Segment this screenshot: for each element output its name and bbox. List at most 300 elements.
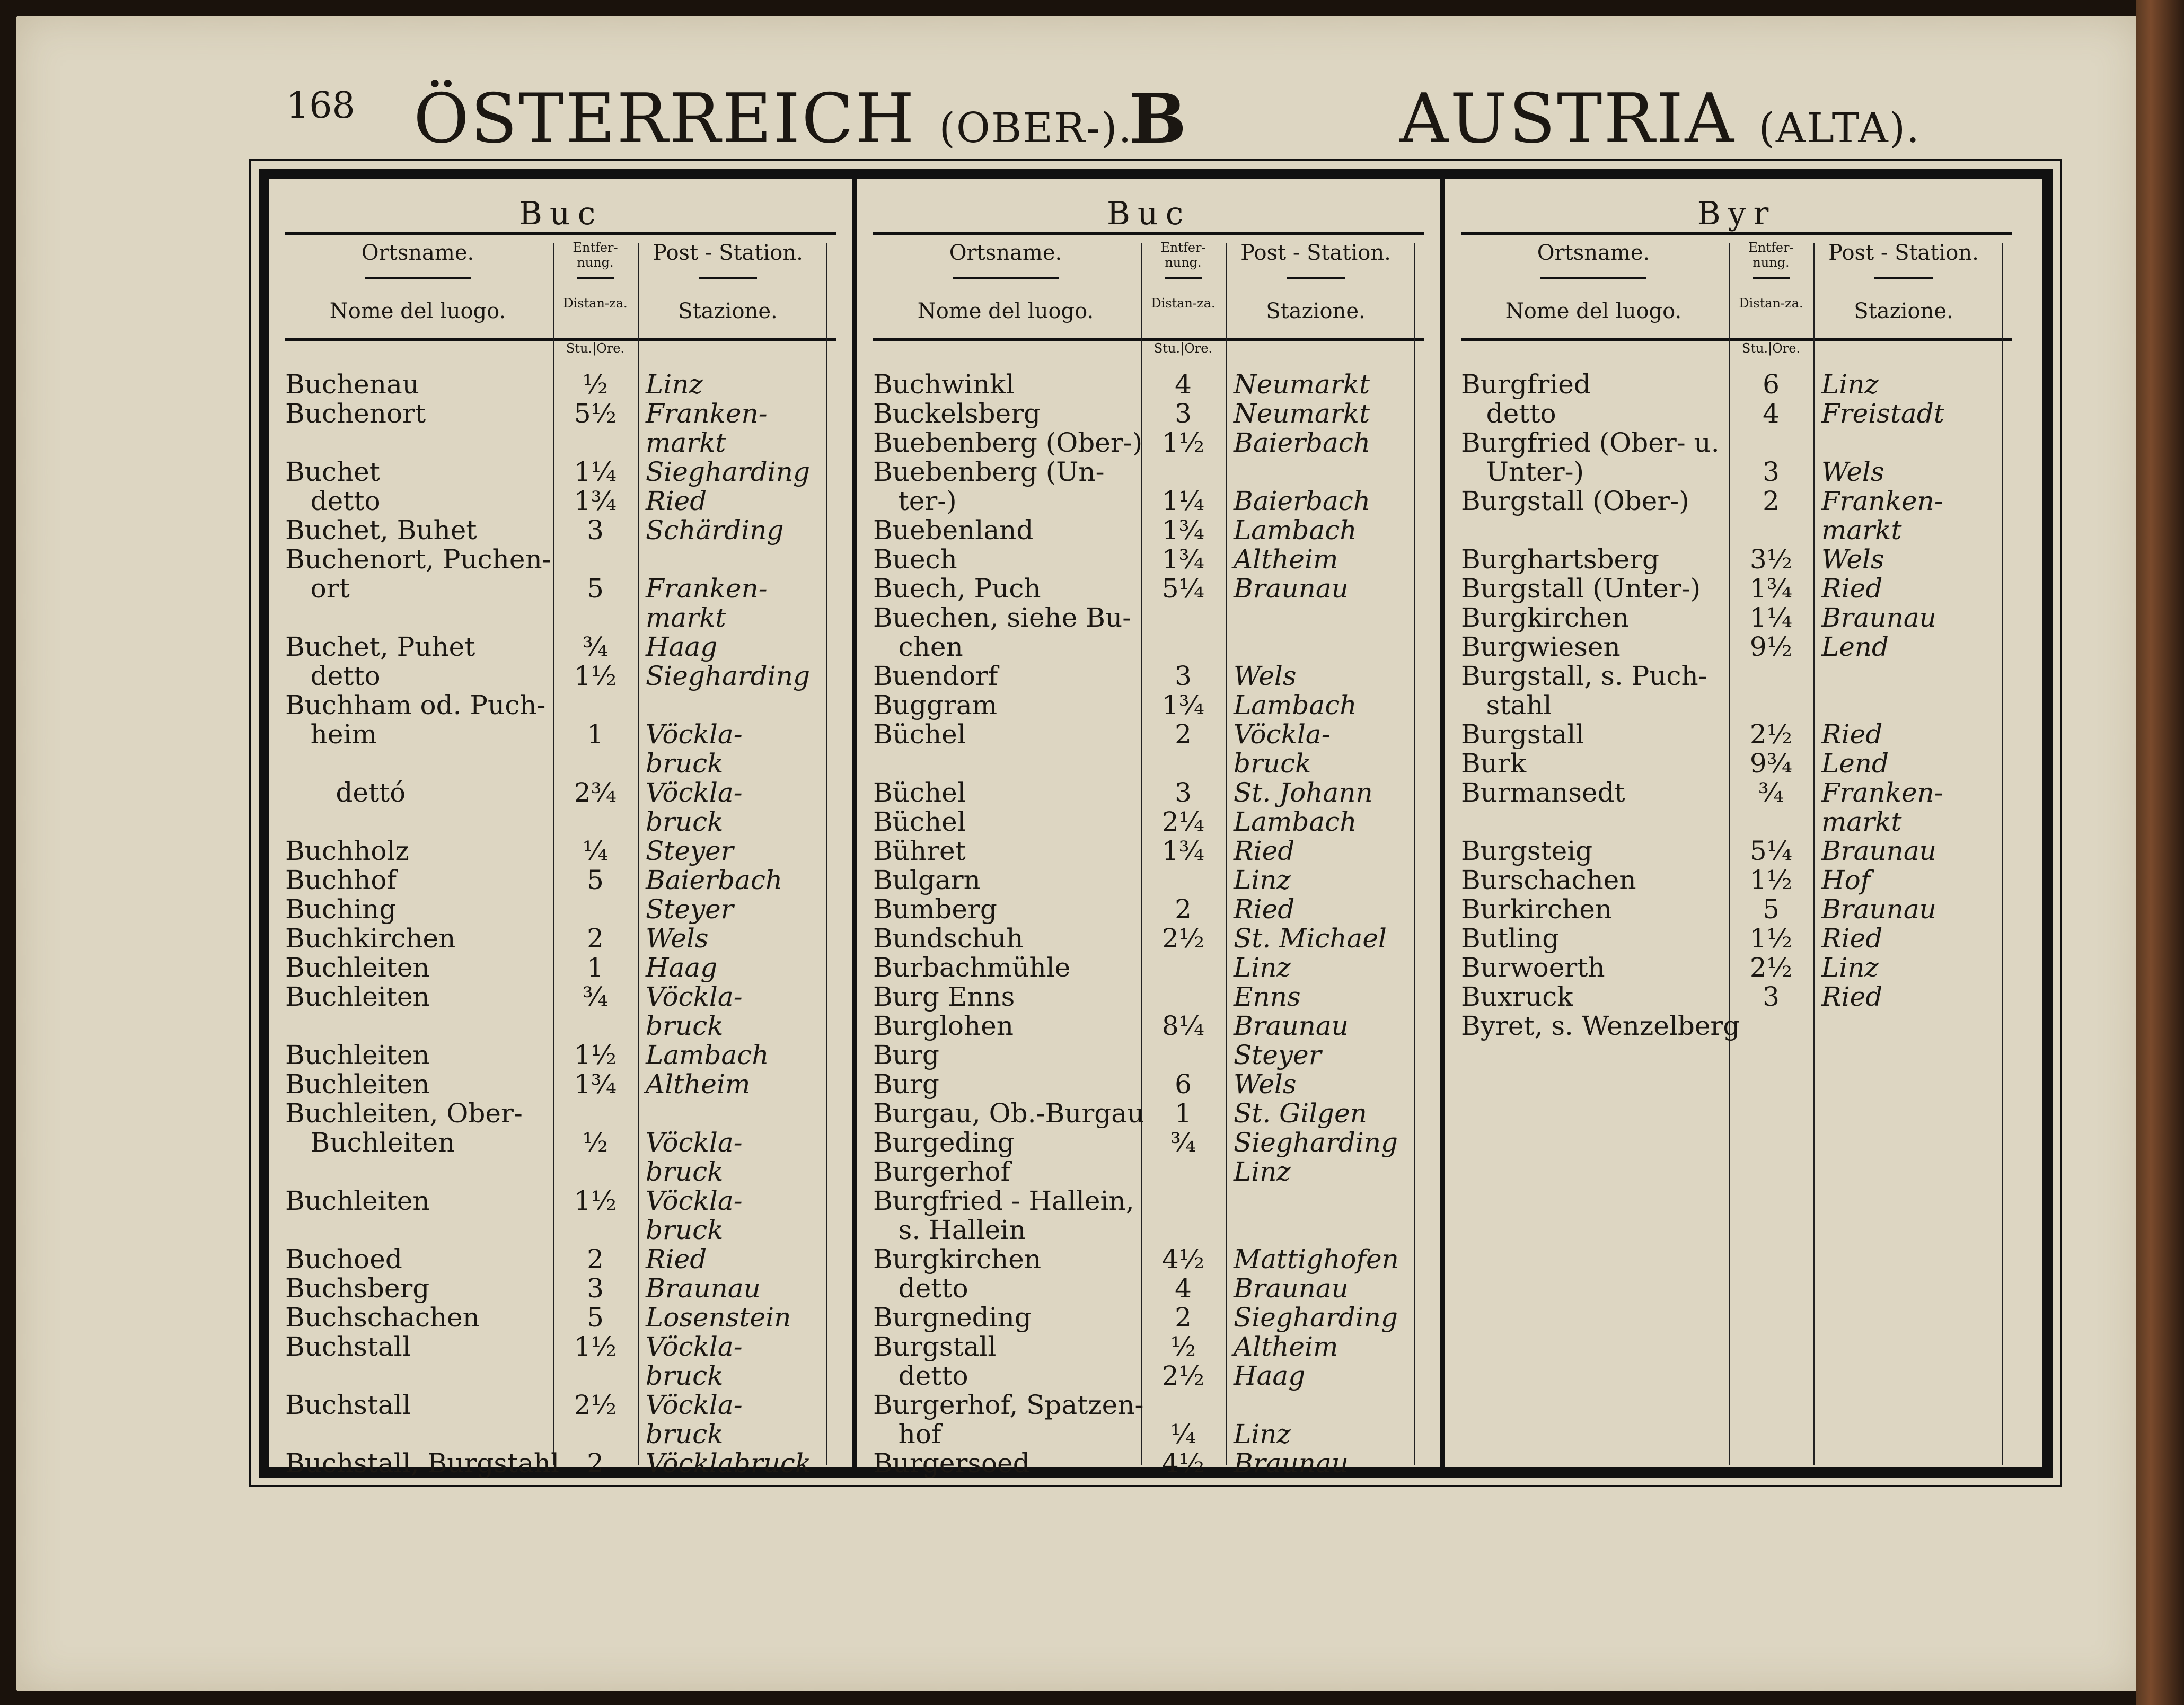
column-2 — [857, 179, 1440, 1479]
post-station: Vöckla- — [646, 1185, 743, 1216]
place-name: Burkirchen — [1461, 894, 1613, 925]
title-german-main: ÖSTERREICH — [413, 80, 916, 159]
place-name: Butling — [1461, 923, 1560, 954]
label-distance-italian: Distan-za. — [1739, 296, 1803, 311]
list-item — [285, 399, 852, 428]
distance-hours: 4 — [1175, 369, 1192, 400]
post-station: Lambach — [1234, 806, 1357, 837]
post-station: Baierbach — [1234, 427, 1371, 458]
place-name: Buchet — [285, 456, 380, 487]
place-name: Buchleiten — [285, 981, 430, 1012]
place-name: Burgstall, s. Puch- — [1461, 661, 1707, 691]
label-station-german: Post - Station. — [1240, 241, 1391, 265]
place-name: Burgau, Ob.-Burgau — [873, 1098, 1144, 1129]
list-item — [285, 1245, 852, 1274]
list-item — [1461, 632, 2028, 662]
place-name: Burk — [1461, 748, 1527, 779]
list-item — [285, 982, 852, 1012]
place-name: s. Hallein — [873, 1215, 1026, 1245]
distance-hours: 2¾ — [574, 777, 617, 808]
post-station: Ried — [646, 486, 707, 516]
list-item — [873, 1128, 1440, 1157]
place-name: Burwoerth — [1461, 952, 1605, 983]
entry-list — [1461, 370, 2028, 1041]
distance-hours: 1½ — [574, 1185, 617, 1216]
distance-hours: 1¾ — [574, 1069, 617, 1100]
distance-hours: 1¾ — [1161, 515, 1205, 546]
list-item — [1461, 458, 2028, 487]
place-name: Buchenort — [285, 398, 426, 429]
place-name: Buchhof — [285, 865, 397, 895]
list-item — [285, 516, 852, 545]
label-distance-italian: Distan-za. — [563, 296, 628, 311]
list-item — [1461, 982, 2028, 1012]
place-name: Buchsberg — [285, 1273, 430, 1304]
place-name: Burglohen — [873, 1010, 1014, 1041]
label-station-german: Post - Station. — [1828, 241, 1979, 265]
place-name: Buebenland — [873, 515, 1034, 546]
post-station: Linz — [646, 369, 703, 400]
distance-hours: ¼ — [582, 836, 609, 866]
place-name: Byret, s. Wenzelberg — [1461, 1010, 1740, 1041]
place-name: Burmansedt — [1461, 777, 1625, 808]
distance-hours: 1¾ — [1161, 544, 1205, 575]
place-name: Buchleiten — [285, 1127, 455, 1158]
list-item — [285, 1332, 852, 1361]
place-name: Burgerhof, Spatzen- — [873, 1390, 1144, 1420]
place-name: Bumberg — [873, 894, 997, 925]
list-item — [285, 1420, 852, 1449]
place-name: Buebenberg (Un- — [873, 456, 1105, 487]
post-station: Braunau — [1234, 1273, 1349, 1304]
post-station: markt — [1821, 806, 1902, 837]
place-name: Buchleiten — [285, 952, 430, 983]
distance-hours: 2 — [587, 1244, 604, 1275]
post-station: Enns — [1234, 981, 1301, 1012]
post-station: Sieghardіng — [1234, 1302, 1398, 1333]
distance-hours: 2 — [1175, 894, 1192, 925]
post-station: Franken- — [646, 398, 768, 429]
title-italian-main: AUSTRIA — [1399, 80, 1736, 159]
list-item — [873, 603, 1440, 632]
distance-hours: 1½ — [1749, 865, 1793, 895]
list-item — [873, 574, 1440, 603]
post-station: Franken- — [646, 573, 768, 604]
post-station: Haag — [646, 952, 718, 983]
post-station: Vöckla- — [646, 1127, 743, 1158]
list-item — [1461, 662, 2028, 691]
place-name: Buech — [873, 544, 957, 575]
list-item — [285, 924, 852, 953]
distance-hours: 3 — [1175, 661, 1192, 691]
page-header — [0, 80, 2184, 170]
list-item — [873, 895, 1440, 924]
distance-hours: 2 — [587, 1448, 604, 1479]
place-name: detto — [873, 1360, 968, 1391]
post-station: Ried — [1234, 894, 1295, 925]
place-name: Burgstall (Unter-) — [1461, 573, 1701, 604]
list-item — [285, 662, 852, 691]
list-item — [1461, 749, 2028, 778]
post-station: Ried — [1821, 923, 1883, 954]
place-name: detto — [285, 661, 381, 691]
distance-hours: 5 — [587, 865, 604, 895]
post-station: Sieghardіng — [1234, 1127, 1398, 1158]
post-station: Braunau — [1821, 602, 1936, 633]
distance-hours: 2 — [1175, 719, 1192, 750]
post-station: Hof — [1821, 865, 1871, 895]
place-name: Buchenort, Puchen- — [285, 544, 551, 575]
column-1 — [269, 179, 852, 1479]
list-item — [873, 1187, 1440, 1216]
post-station: Braunau — [646, 1273, 761, 1304]
post-station: Haag — [646, 631, 718, 662]
place-name: Burg — [873, 1040, 939, 1070]
post-station: Freistadt — [1821, 398, 1944, 429]
post-station: Linz — [1821, 952, 1879, 983]
distance-hours: ¼ — [1170, 1419, 1196, 1449]
list-item — [1461, 720, 2028, 749]
label-name-german: Ortsname. — [1537, 241, 1650, 265]
post-station: Haag — [1234, 1360, 1306, 1391]
place-name: Burschachen — [1461, 865, 1636, 895]
list-item — [1461, 603, 2028, 632]
place-name: Buchwinkl — [873, 369, 1015, 400]
list-item — [285, 953, 852, 982]
column-heading: Buc — [518, 195, 603, 232]
distance-hours: 1½ — [574, 1040, 617, 1070]
post-station: Sieghardіng — [646, 661, 810, 691]
post-station: Braunau — [1234, 1010, 1349, 1041]
distance-hours: 5 — [587, 1302, 604, 1333]
label-name-italian: Nome del luogo. — [1505, 299, 1682, 323]
list-item — [285, 807, 852, 837]
distance-hours: ¾ — [582, 981, 609, 1012]
column-separator — [852, 179, 857, 1467]
post-station: Baierbach — [646, 865, 783, 895]
list-item — [873, 866, 1440, 895]
post-station: Steyer — [646, 894, 734, 925]
post-station: Vöckla- — [646, 1390, 743, 1420]
label-name-german: Ortsname. — [949, 241, 1062, 265]
distance-hours: 1½ — [1749, 923, 1793, 954]
place-name: Büchel — [873, 777, 966, 808]
place-name: Buebenberg (Ober-) — [873, 427, 1143, 458]
entry-list — [873, 370, 1440, 1478]
list-item — [873, 807, 1440, 837]
list-item — [873, 458, 1440, 487]
place-name: Burgsteig — [1461, 836, 1593, 866]
place-name: Buchleiten, Ober- — [285, 1098, 523, 1129]
list-item — [285, 1449, 852, 1478]
distance-hours: 8¼ — [1161, 1010, 1205, 1041]
list-item — [285, 1012, 852, 1041]
place-name: dettó — [285, 777, 406, 808]
list-item — [873, 778, 1440, 807]
page-number: 168 — [286, 85, 355, 127]
distance-hours: 2 — [1763, 486, 1780, 516]
distance-hours: 2½ — [1161, 923, 1205, 954]
title-german-sub: (OBER-). — [939, 104, 1133, 152]
post-station: Linz — [1234, 1156, 1291, 1187]
distance-hours: 1¾ — [1749, 573, 1793, 604]
list-item — [1461, 924, 2028, 953]
post-station: Linz — [1234, 865, 1291, 895]
label-distance-german: Entfer-nung. — [1748, 240, 1794, 270]
title-italian — [1399, 80, 1921, 159]
list-item — [873, 749, 1440, 778]
place-name: Buggram — [873, 690, 998, 720]
list-item — [285, 1303, 852, 1332]
distance-hours: 9½ — [1749, 631, 1793, 662]
column-separator — [1440, 179, 1445, 1467]
list-item — [285, 1070, 852, 1099]
distance-hours: 5 — [587, 573, 604, 604]
list-item — [1461, 487, 2028, 516]
post-station: Lend — [1821, 631, 1889, 662]
list-item — [285, 1041, 852, 1070]
place-name: Burghartsberg — [1461, 544, 1660, 575]
distance-hours: 1¾ — [1161, 690, 1205, 720]
list-item — [285, 603, 852, 632]
heading-rule — [873, 232, 1424, 235]
post-station: Neumarkt — [1234, 369, 1370, 400]
place-name: Burgfried — [1461, 369, 1591, 400]
distance-hours: 3 — [1175, 398, 1192, 429]
post-station: St. Michael — [1234, 923, 1387, 954]
list-item — [285, 749, 852, 778]
place-name: Buech, Puch — [873, 573, 1041, 604]
distance-hours: ½ — [582, 369, 609, 400]
post-station: Wels — [1821, 544, 1884, 575]
list-item — [1461, 545, 2028, 574]
label-name-italian: Nome del luogo. — [329, 299, 506, 323]
post-station: Altheim — [1234, 1331, 1338, 1362]
place-name: Buchet, Puhet — [285, 631, 475, 662]
list-item — [285, 545, 852, 574]
distance-hours: 2½ — [1749, 952, 1793, 983]
post-station: bruck — [646, 1360, 724, 1391]
place-name: Burgeding — [873, 1127, 1015, 1158]
place-name: Buchenau — [285, 369, 419, 400]
gazetteer-table — [249, 159, 2062, 1487]
list-item — [285, 720, 852, 749]
distance-hours: 2½ — [1749, 719, 1793, 750]
list-item — [873, 1216, 1440, 1245]
place-name: Buechen, siehe Bu- — [873, 602, 1132, 633]
list-item — [285, 837, 852, 866]
place-name: Buchleiten — [285, 1185, 430, 1216]
place-name: Buckelsberg — [873, 398, 1041, 429]
place-name: Burgerhof — [873, 1156, 1011, 1187]
place-name: Büchel — [873, 806, 966, 837]
entry-list — [285, 370, 852, 1478]
post-station: Baierbach — [1234, 486, 1371, 516]
place-name: stahl — [1461, 690, 1552, 720]
label-rule — [699, 277, 757, 279]
label-rule — [1540, 277, 1646, 279]
place-name: Buchstall — [285, 1331, 411, 1362]
place-name: Burbachmühle — [873, 952, 1071, 983]
heading-rule — [285, 232, 836, 235]
title-italian-sub: (ALTA). — [1758, 104, 1921, 152]
place-name: Buchkirchen — [285, 923, 456, 954]
distance-hours: 2 — [587, 923, 604, 954]
place-name: Burg Enns — [873, 981, 1015, 1012]
list-item — [285, 1128, 852, 1157]
post-station: Sieghardіng — [646, 456, 810, 487]
list-item — [1461, 1012, 2028, 1041]
post-station: bruck — [646, 1419, 724, 1449]
distance-hours: 1½ — [574, 1331, 617, 1362]
list-item — [873, 924, 1440, 953]
label-station-italian: Stazione. — [1266, 299, 1366, 323]
list-item — [285, 866, 852, 895]
label-station-italian: Stazione. — [678, 299, 778, 323]
label-rule — [577, 277, 614, 279]
distance-hours: 1½ — [574, 661, 617, 691]
distance-hours: 3 — [1763, 981, 1780, 1012]
list-item — [873, 982, 1440, 1012]
distance-hours: 1¾ — [574, 486, 617, 516]
list-item — [873, 1303, 1440, 1332]
list-item — [285, 1274, 852, 1303]
distance-hours: 2½ — [574, 1390, 617, 1420]
place-name: Burgkirchen — [1461, 602, 1630, 633]
post-station: Braunau — [1821, 894, 1936, 925]
book-binding-edge — [2136, 0, 2184, 1705]
list-item — [873, 428, 1440, 458]
post-station: Vöckla- — [646, 719, 743, 750]
label-distance-german: Entfer-nung. — [573, 240, 618, 270]
distance-hours: 6 — [1763, 369, 1780, 400]
post-station: bruck — [646, 1010, 724, 1041]
post-station: St. Johann — [1234, 777, 1373, 808]
list-item — [873, 953, 1440, 982]
list-item — [285, 1099, 852, 1128]
post-station: Vöckla- — [646, 981, 743, 1012]
place-name: Büchel — [873, 719, 966, 750]
list-item — [873, 370, 1440, 399]
post-station: bruck — [646, 1215, 724, 1245]
distance-hours: 1½ — [1161, 427, 1205, 458]
post-station: bruck — [646, 1156, 724, 1187]
list-item — [873, 1157, 1440, 1187]
distance-hours: 2¼ — [1161, 806, 1205, 837]
post-station: markt — [646, 602, 726, 633]
place-name: Buchleiten — [285, 1069, 430, 1100]
label-rule — [365, 277, 471, 279]
post-station: Vöckla- — [1234, 719, 1331, 750]
distance-hours: 6 — [1175, 1069, 1192, 1100]
list-item — [285, 458, 852, 487]
post-station: Braunau — [1234, 1448, 1349, 1479]
place-name: detto — [285, 486, 381, 516]
post-station: Wels — [1234, 1069, 1297, 1100]
list-item — [1461, 895, 2028, 924]
list-item — [285, 428, 852, 458]
place-name: Burgstall — [873, 1331, 997, 1362]
distance-hours: 3 — [587, 1273, 604, 1304]
post-station: Mattighofen — [1234, 1244, 1399, 1275]
distance-hours: 1 — [587, 952, 604, 983]
list-item — [873, 1391, 1440, 1420]
list-item — [1461, 807, 2028, 837]
place-name: Burgneding — [873, 1302, 1032, 1333]
distance-hours: 4 — [1175, 1273, 1192, 1304]
list-item — [285, 691, 852, 720]
place-name: chen — [873, 631, 963, 662]
distance-hours: 9¾ — [1749, 748, 1793, 779]
post-station: Vöckla- — [646, 1331, 743, 1362]
list-item — [873, 632, 1440, 662]
place-name: hof — [873, 1419, 941, 1449]
list-item — [1461, 953, 2028, 982]
distance-hours: 4½ — [1161, 1448, 1205, 1479]
distance-hours: ½ — [582, 1127, 609, 1158]
distance-hours: 5 — [1763, 894, 1780, 925]
list-item — [1461, 399, 2028, 428]
place-name: Buendorf — [873, 661, 998, 691]
post-station: bruck — [646, 806, 724, 837]
post-station: Wels — [646, 923, 709, 954]
column-heading: Buc — [1106, 195, 1191, 232]
list-item — [1461, 778, 2028, 807]
post-station: Vöckla- — [646, 777, 743, 808]
list-item — [873, 662, 1440, 691]
place-name: Buchet, Buhet — [285, 515, 477, 546]
distance-hours: 1¾ — [1161, 836, 1205, 866]
post-station: Steyer — [646, 836, 734, 866]
post-station: Ried — [1821, 719, 1883, 750]
post-station: Ried — [1821, 573, 1883, 604]
heading-rule — [1461, 232, 2012, 235]
place-name: ter-) — [873, 486, 957, 516]
list-item — [1461, 866, 2028, 895]
label-station-german: Post - Station. — [653, 241, 803, 265]
column-3 — [1445, 179, 2028, 1467]
list-item — [873, 516, 1440, 545]
label-station-italian: Stazione. — [1854, 299, 1953, 323]
label-rule — [1287, 277, 1345, 279]
distance-hours: 5¼ — [1749, 836, 1793, 866]
post-station: Neumarkt — [1234, 398, 1370, 429]
place-name: Bulgarn — [873, 865, 981, 895]
list-item — [285, 487, 852, 516]
title-german — [413, 80, 1132, 159]
list-item — [1461, 516, 2028, 545]
list-item — [873, 1361, 1440, 1391]
list-item — [873, 1041, 1440, 1070]
place-name: Burgwiesen — [1461, 631, 1621, 662]
distance-hours: ¾ — [582, 631, 609, 662]
list-item — [873, 1245, 1440, 1274]
list-item — [285, 632, 852, 662]
post-station: Altheim — [646, 1069, 751, 1100]
list-item — [1461, 428, 2028, 458]
place-name: Unter-) — [1461, 456, 1584, 487]
post-station: Linz — [1234, 952, 1291, 983]
label-name-german: Ortsname. — [361, 241, 474, 265]
place-name: Buchschachen — [285, 1302, 480, 1333]
post-station: Ried — [1821, 981, 1883, 1012]
place-name: Bundschuh — [873, 923, 1024, 954]
distance-hours: 1 — [1175, 1098, 1192, 1129]
post-station: St. Gilgen — [1234, 1098, 1367, 1129]
post-station: Ried — [1234, 836, 1295, 866]
label-units: Stu.|Ore. — [1153, 341, 1213, 356]
place-name: Burgfried (Ober- u. — [1461, 427, 1720, 458]
